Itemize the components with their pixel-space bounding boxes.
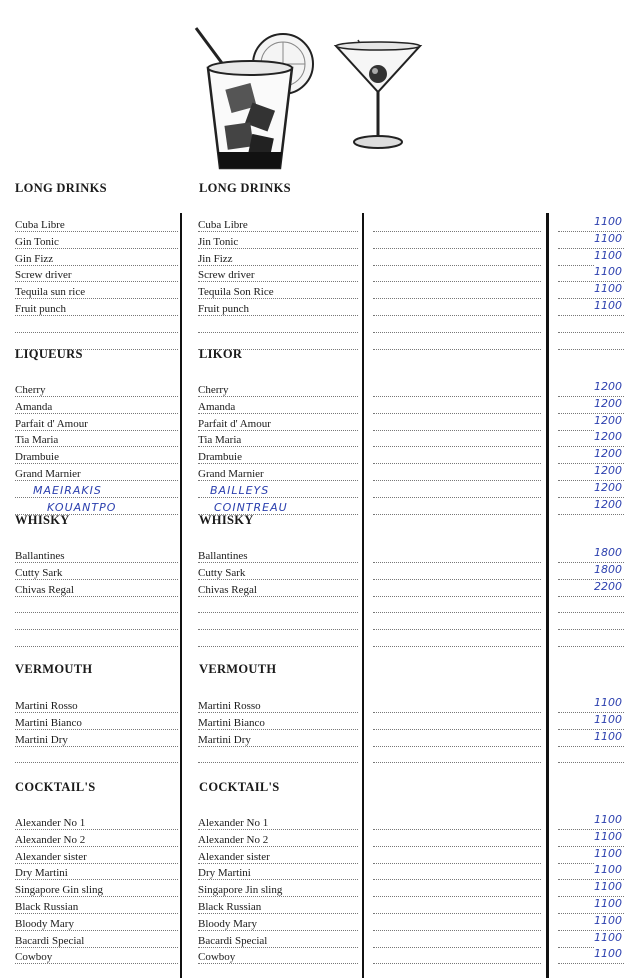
blank-entry-line [373,880,541,897]
drink-name-right-text: Alexander sister [198,851,270,863]
drink-name-left-text: Chivas Regal [15,584,74,596]
drink-name-right [198,546,358,563]
drink-name-right-text: Alexander No 1 [198,817,269,829]
drink-name-left [15,713,178,730]
drink-name-right [198,696,358,713]
price-value: 1100 [594,880,622,893]
blank-entry-line [373,333,541,350]
price-cell [558,299,624,316]
drink-name-right-text: Fruit punch [198,303,250,315]
drink-name-right-text: Martini Rosso [198,700,261,712]
price-cell [558,730,624,747]
drink-name-right-text: Dry Martini [198,867,251,879]
drink-name-right [198,746,358,763]
price-cell [558,563,624,580]
price-cell [558,447,624,464]
drink-name-left-text: Gin Tonic [15,236,59,248]
drink-name-left [15,580,178,597]
blank-entry-line [373,914,541,931]
blank-entry-line [373,863,541,880]
price-cell [558,316,624,333]
drink-name-left-text: Ballantines [15,550,65,562]
blank-entry-line [373,596,541,613]
price-cell [558,464,624,481]
drink-name-left-text: Tia Maria [15,434,59,446]
drink-name-right [198,813,358,830]
drink-name-left [15,947,178,964]
price-value: 1200 [594,481,622,494]
drink-name-right-text [198,750,200,762]
drink-name-right-text: BAILLEYS [198,484,271,497]
drink-name-right-text: Amanda [198,401,236,413]
drink-name-left-text: Bacardi Special [15,935,85,947]
price-cell [558,830,624,847]
drink-name-right-text [198,320,200,332]
drink-name-left [15,430,178,447]
section-title-left: COCKTAIL'S [15,780,96,794]
drink-name-left [15,863,178,880]
drink-name-right [198,232,358,249]
drink-name-left [15,630,178,647]
drink-name-right [198,613,358,630]
blank-entry-line [373,947,541,964]
drink-name-right [198,249,358,266]
price-value: 1100 [594,282,622,295]
drink-name-left-text: Black Russian [15,901,79,913]
drink-name-right [198,265,358,282]
drink-name-right-text: Jin Tonic [198,236,239,248]
drink-name-right-text: Alexander No 2 [198,834,269,846]
price-cell [558,847,624,864]
drink-name-right [198,430,358,447]
martini-glass-with-cherry-icon [332,34,424,154]
drink-name-left-text [15,634,17,646]
drink-name-right [198,464,358,481]
drink-name-left [15,215,178,232]
drink-name-left [15,730,178,747]
drink-name-left-text: Martini Bianco [15,717,82,729]
drink-name-left-text: Cowboy [15,951,53,963]
drink-name-right [198,414,358,431]
drink-name-left-text: MAEIRAKIS [15,484,104,497]
blank-entry-line [373,713,541,730]
price-value: 1100 [594,299,622,312]
price-value: 1200 [594,397,622,410]
drink-name-right-text [198,617,200,629]
drink-name-left-text: Screw driver [15,269,72,281]
blank-entry-line [373,563,541,580]
blank-entry-line [373,414,541,431]
drink-name-right [198,914,358,931]
price-cell [558,249,624,266]
highball-glass-with-lemon-icon [188,24,318,174]
drink-name-left-text [15,320,17,332]
price-value: 1100 [594,830,622,843]
section-title-left: LONG DRINKS [15,181,107,195]
price-cell [558,947,624,964]
drink-name-left-text: Cutty Sark [15,567,63,579]
drink-name-right-text: Screw driver [198,269,255,281]
drink-name-left [15,746,178,763]
drink-name-right-text: Drambuie [198,451,242,463]
price-value: 1200 [594,430,622,443]
blank-entry-line [373,265,541,282]
drink-name-left [15,464,178,481]
price-cell [558,546,624,563]
price-cell [558,282,624,299]
drink-name-left [15,397,178,414]
drink-name-left [15,232,178,249]
drink-name-left [15,847,178,864]
blank-entry-line [373,282,541,299]
drink-name-left [15,931,178,948]
drink-name-right-text: Jin Fizz [198,253,233,265]
price-value: 1200 [594,464,622,477]
blank-entry-line [373,397,541,414]
price-cell [558,746,624,763]
drink-name-left [15,249,178,266]
drink-name-left [15,316,178,333]
price-cell [558,880,624,897]
drink-name-left [15,265,178,282]
drink-name-right [198,830,358,847]
column-divider-1 [180,213,182,978]
drink-name-right [198,713,358,730]
blank-entry-line [373,897,541,914]
drink-name-right-text: Parfait d' Amour [198,418,271,430]
price-cell [558,333,624,350]
price-value: 1200 [594,414,622,427]
drink-name-right-text: Cowboy [198,951,236,963]
blank-entry-line [373,630,541,647]
price-value: 1100 [594,813,622,826]
section-title-right: VERMOUTH [199,662,277,676]
price-cell [558,380,624,397]
price-cell [558,481,624,498]
drink-name-right-text: Cuba Libre [198,219,248,231]
drink-name-right-text [198,634,200,646]
drink-name-right-text: Tequila Son Rice [198,286,274,298]
drink-name-right-text: Chivas Regal [198,584,257,596]
price-value: 1800 [594,563,622,576]
drink-name-left-text: Drambuie [15,451,59,463]
price-cell [558,931,624,948]
drink-name-left-text: Tequila sun rice [15,286,86,298]
price-value: 1100 [594,232,622,245]
price-cell [558,713,624,730]
drink-name-right [198,447,358,464]
drink-name-right [198,596,358,613]
price-cell [558,596,624,613]
drink-name-right [198,282,358,299]
price-value: 1100 [594,947,622,960]
price-cell [558,430,624,447]
drink-name-left-text [15,750,17,762]
drink-name-left [15,282,178,299]
drink-name-left [15,696,178,713]
price-cell [558,696,624,713]
price-value: 1100 [594,863,622,876]
drink-name-right [198,215,358,232]
drink-name-left-text: Cherry [15,384,46,396]
blank-entry-line [373,481,541,498]
drink-name-right [198,880,358,897]
drink-name-left [15,563,178,580]
price-value: 1100 [594,713,622,726]
blank-entry-line [373,430,541,447]
blank-entry-line [373,546,541,563]
section-title-right: WHISKY [199,513,254,527]
drink-name-right [198,299,358,316]
price-value: 1100 [594,847,622,860]
drink-name-right [198,380,358,397]
price-value: 1100 [594,730,622,743]
drink-name-left-text: Alexander No 2 [15,834,86,846]
blank-entry-line [373,613,541,630]
price-value: 1200 [594,447,622,460]
price-cell [558,914,624,931]
drink-name-left-text: Singapore Gin sling [15,884,103,896]
drink-name-left [15,380,178,397]
drink-name-right [198,397,358,414]
price-value: 1100 [594,215,622,228]
drink-name-right [198,931,358,948]
price-cell [558,232,624,249]
blank-entry-line [373,447,541,464]
price-cell [558,580,624,597]
drink-name-right-text: Tia Maria [198,434,242,446]
blank-entry-line [373,696,541,713]
section-title-left: VERMOUTH [15,662,93,676]
drink-name-left [15,813,178,830]
column-divider-2 [362,213,364,978]
blank-entry-line [373,249,541,266]
price-value: 1100 [594,249,622,262]
drink-name-right [198,316,358,333]
drink-name-right-text: Singapore Jin sling [198,884,283,896]
price-cell [558,414,624,431]
drink-name-left-text [15,600,17,612]
drink-name-left [15,897,178,914]
blank-entry-line [373,580,541,597]
price-cell [558,630,624,647]
drink-name-right [198,630,358,647]
drink-name-left-text: Gin Fizz [15,253,54,265]
drink-name-left [15,299,178,316]
price-cell [558,813,624,830]
price-value: 1100 [594,265,622,278]
drink-name-left-text: Parfait d' Amour [15,418,88,430]
drink-name-left-text: Amanda [15,401,53,413]
price-cell [558,863,624,880]
blank-entry-line [373,215,541,232]
price-cell [558,215,624,232]
drink-name-left [15,914,178,931]
price-value: 1200 [594,498,622,511]
drink-name-right [198,847,358,864]
price-value: 1800 [594,546,622,559]
drink-name-right-text [198,600,200,612]
blank-entry-line [373,931,541,948]
drink-name-right [198,730,358,747]
blank-entry-line [373,730,541,747]
drink-name-right [198,897,358,914]
drink-name-left [15,596,178,613]
price-value: 1200 [594,380,622,393]
drink-name-left [15,830,178,847]
drink-name-left [15,414,178,431]
price-value: 1100 [594,696,622,709]
blank-entry-line [373,464,541,481]
drink-name-right-text: COINTREAU [198,501,290,514]
drink-name-left-text: Fruit punch [15,303,67,315]
drink-name-right-text: Martini Bianco [198,717,265,729]
drink-name-right-text: Cherry [198,384,229,396]
blank-entry-line [373,380,541,397]
drink-name-left-text: Grand Marnier [15,468,81,480]
blank-entry-line [373,746,541,763]
drink-name-right [198,580,358,597]
drink-name-left-text: Martini Rosso [15,700,78,712]
blank-entry-line [373,847,541,864]
drink-name-left-text: KOUANTPO [15,501,118,514]
drink-name-left-text: Alexander No 1 [15,817,86,829]
drink-name-left-text: Cuba Libre [15,219,65,231]
drink-name-right-text: Black Russian [198,901,262,913]
drink-name-left [15,546,178,563]
drink-name-left-text [15,617,17,629]
drink-name-left-text: Dry Martini [15,867,68,879]
price-value: 1100 [594,931,622,944]
drink-name-right [198,863,358,880]
blank-entry-line [373,299,541,316]
drink-name-left [15,447,178,464]
price-cell [558,498,624,515]
drink-name-right-text: Cutty Sark [198,567,246,579]
drink-name-left [15,613,178,630]
price-value: 2200 [594,580,622,593]
blank-entry-line [373,498,541,515]
drink-name-right [198,947,358,964]
price-cell [558,265,624,282]
drink-name-right-text: Grand Marnier [198,468,264,480]
drink-name-left [15,481,178,498]
section-title-left: WHISKY [15,513,70,527]
price-value: 1100 [594,914,622,927]
price-cell [558,397,624,414]
section-title-left: LIQUEURS [15,347,83,361]
blank-entry-line [373,232,541,249]
section-title-right: LIKOR [199,347,243,361]
blank-entry-line [373,813,541,830]
drink-name-right-text: Martini Dry [198,734,251,746]
blank-entry-line [373,830,541,847]
drink-name-left-text: Martini Dry [15,734,68,746]
column-divider-3 [546,213,549,978]
section-title-right: COCKTAIL'S [199,780,280,794]
drink-name-right-text: Ballantines [198,550,248,562]
blank-entry-line [373,316,541,333]
drink-name-right-text: Bacardi Special [198,935,268,947]
drink-name-left-text: Alexander sister [15,851,87,863]
price-cell [558,613,624,630]
price-value: 1100 [594,897,622,910]
drink-name-left [15,880,178,897]
drink-name-right [198,563,358,580]
drink-name-right [198,481,358,498]
drink-name-right-text: Bloody Mary [198,918,257,930]
drink-name-left-text: Bloody Mary [15,918,74,930]
section-title-right: LONG DRINKS [199,181,291,195]
price-cell [558,897,624,914]
